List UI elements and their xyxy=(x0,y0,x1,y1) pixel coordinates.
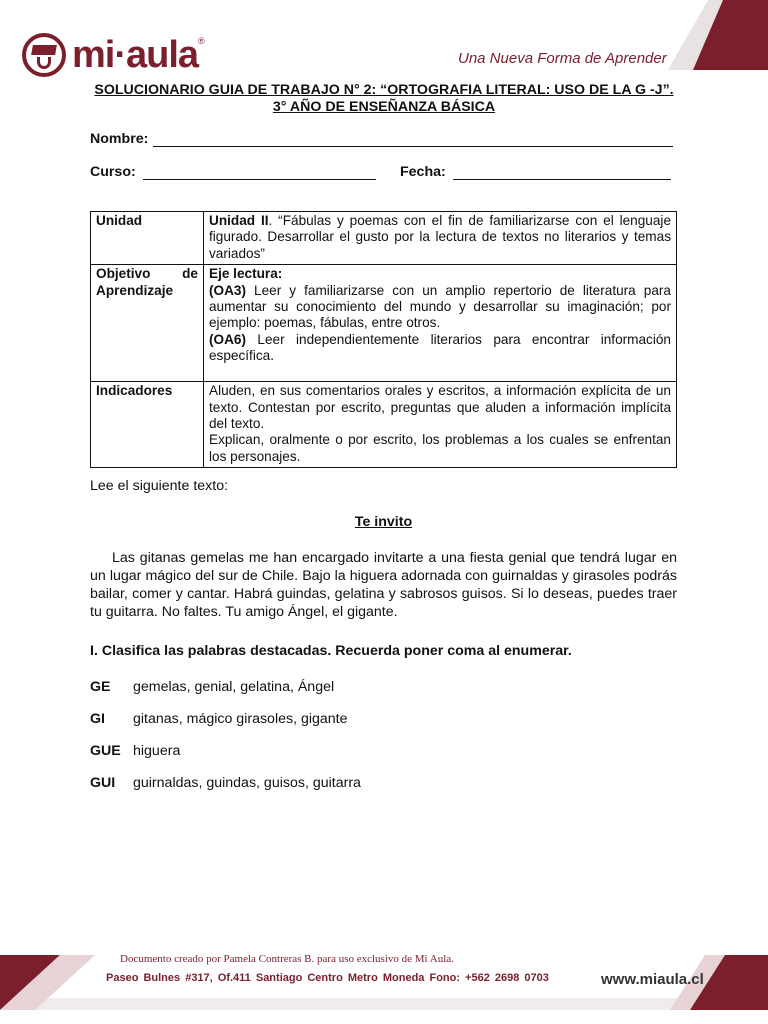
logo-text: mi·aula xyxy=(72,33,199,76)
row-value: Aluden, en sus comentarios orales y escritos, a información explícita de un texto. Contestan por escrito, preguntas que aluden a información implícita del texto. Explican, oralmente o por escrito, los problemas a los cuales se enfrentan los personajes. xyxy=(204,382,677,468)
answer-row: GI gitanas, mágico girasoles, gigante xyxy=(90,711,348,727)
name-label: Nombre: xyxy=(90,131,149,147)
story-text: Las gitanas gemelas me han encargado invitarte a una fiesta genial que tendrá lugar en un lugar mágico del sur de Chile. Bajo la higuera adornada con guirnaldas y girasoles podrás bailar, comer y cantar. Habrá guindas, gelatina y sabrosos guisos. Si lo deseas, puedes traer tu guitarra. No faltes. Tu amigo Ángel, el gigante. xyxy=(90,550,677,620)
row-key: Indicadores xyxy=(91,382,204,468)
row-heading: Eje lectura: xyxy=(209,266,283,282)
date-line xyxy=(453,166,671,180)
answer-row: GUI guirnaldas, guindas, guisos, guitarra xyxy=(90,775,361,791)
answer-row: GE gemelas, genial, gelatina, Ángel xyxy=(90,679,335,695)
course-line xyxy=(143,166,376,180)
brand-logo xyxy=(22,30,205,80)
registered-mark: ® xyxy=(198,36,205,46)
footer-website[interactable]: www.miaula.cl xyxy=(601,971,704,988)
name-line xyxy=(153,133,673,147)
graduate-logo-icon xyxy=(22,33,66,77)
objectives-table xyxy=(90,211,677,468)
course-label: Curso: xyxy=(90,164,136,180)
date-label: Fecha: xyxy=(400,164,446,180)
document-title: SOLUCIONARIO GUIA DE TRABAJO N° 2: “ORTOGRAFIA LITERAL: USO DE LA G -J”. 3° AÑO DE ENSEÑANZA BÁSICA xyxy=(94,82,674,115)
tagline: Una Nueva Forma de Aprender xyxy=(458,50,667,67)
footer-address: Paseo Bulnes #317, Of.411 Santiago Centro Metro Moneda Fono: +562 2698 0703 xyxy=(106,972,549,984)
row-key: Objetivo de Aprendizaje xyxy=(91,265,204,382)
row-key: Unidad xyxy=(91,212,204,265)
table-row xyxy=(91,265,677,382)
story-title: Te invito xyxy=(354,514,413,530)
answer-row: GUE higuera xyxy=(90,743,181,759)
question-text: I. Clasifica las palabras destacadas. Recuerda poner coma al enumerar. xyxy=(90,643,572,659)
table-row xyxy=(91,212,677,265)
intro-text: Lee el siguiente texto: xyxy=(90,478,229,494)
header-corner-decoration xyxy=(648,0,768,70)
footer-note: Documento creado por Pamela Contreras B. para uso exclusivo de Mi Aula. xyxy=(120,953,454,965)
row-value: Eje lectura: (OA3) Leer y familiarizarse con un amplio repertorio de literatura para aumentar su conocimiento del mundo y desarrollar su imaginación; por ejemplo: poemas, fábulas, entre otros. (OA6) Leer independientemente literarios para encontrar información específica. xyxy=(204,265,677,382)
table-row xyxy=(91,382,677,468)
row-value: Unidad II. “Fábulas y poemas con el fin de familiarizarse con el lenguaje figurado. Desarrollar el gusto por la lectura de textos no literarios y temas variados” xyxy=(204,212,677,265)
